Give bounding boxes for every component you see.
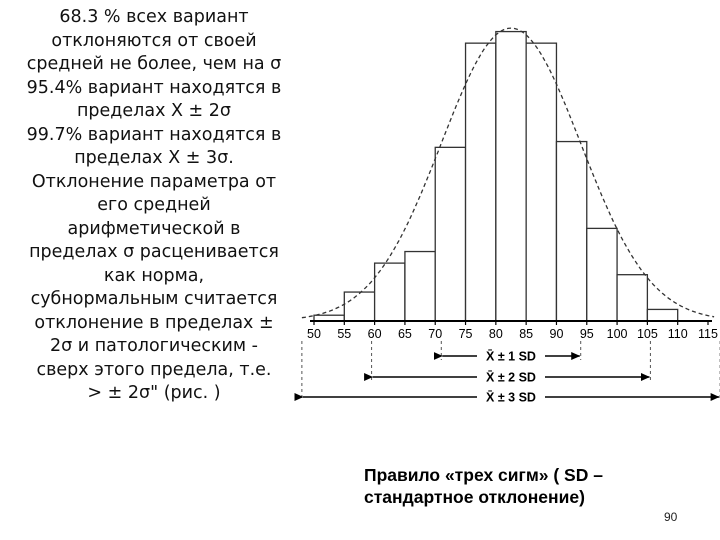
caption-line-1: Правило «трех сигм» ( SD –: [364, 465, 603, 485]
histogram-bar: [405, 252, 435, 321]
x-tick-label: 60: [367, 327, 382, 341]
text-line: его средней: [97, 195, 211, 215]
histogram-bar: [556, 142, 586, 321]
histogram-bar: [466, 43, 496, 321]
x-tick-label: 110: [667, 327, 688, 341]
text-line: как норма,: [103, 265, 205, 286]
figure-caption: [364, 464, 714, 508]
sd-range-label: X̄ ± 3 SD: [486, 390, 536, 405]
x-tick-label: 100: [606, 327, 628, 341]
histogram-bar: [587, 228, 617, 321]
text-line: 2σ и патологическим -: [49, 336, 258, 356]
histogram-bar: [647, 309, 677, 321]
text-line: отклонение в пределах ±: [34, 312, 274, 333]
text-line: 99.7% вариант находятся в: [26, 124, 282, 145]
sd-range-label: X̄ ± 2 SD: [486, 370, 536, 385]
x-tick-label: 65: [397, 327, 412, 341]
x-tick-label: 90: [549, 327, 564, 341]
histogram-bar: [617, 275, 647, 321]
histogram-bar: [526, 43, 556, 321]
histogram-bar: [344, 292, 374, 321]
x-tick-label: 80: [488, 327, 503, 341]
histogram-bar: [496, 32, 526, 321]
text-line: арифметической в: [67, 218, 241, 239]
text-line: 68.3 % всех вариант: [59, 7, 249, 27]
text-line: субнормальным считается: [30, 289, 278, 309]
text-line: пределах Х ± 2σ: [76, 101, 231, 121]
x-tick-label: 55: [337, 327, 352, 341]
x-tick-label: 50: [307, 327, 321, 341]
text-line: 95.4% вариант находятся в: [26, 77, 282, 98]
caption-line-2: стандартное отклонение): [364, 487, 585, 507]
x-tick-label: 70: [428, 327, 443, 341]
page-number: 90: [664, 510, 678, 524]
text-line: пределах σ расценивается: [29, 242, 279, 262]
sd-range-label: X̄ ± 1 SD: [486, 349, 536, 364]
x-tick-label: 115: [698, 327, 718, 341]
text-line: > ± 2σ" (рис. ): [87, 383, 221, 403]
x-tick-label: 95: [579, 327, 594, 341]
histogram-bar: [435, 147, 465, 321]
text-line: отклоняются от своей: [51, 30, 257, 51]
text-line: пределах Х ± 3σ.: [74, 148, 234, 168]
x-tick-label: 85: [519, 327, 534, 341]
x-tick-label: 105: [636, 327, 658, 341]
text-line: средней не более, чем на σ: [26, 54, 282, 74]
text-line: сверх этого предела, т.е.: [36, 359, 272, 380]
x-tick-label: 75: [458, 327, 473, 341]
text-line: Отклонение параметра от: [31, 171, 277, 192]
